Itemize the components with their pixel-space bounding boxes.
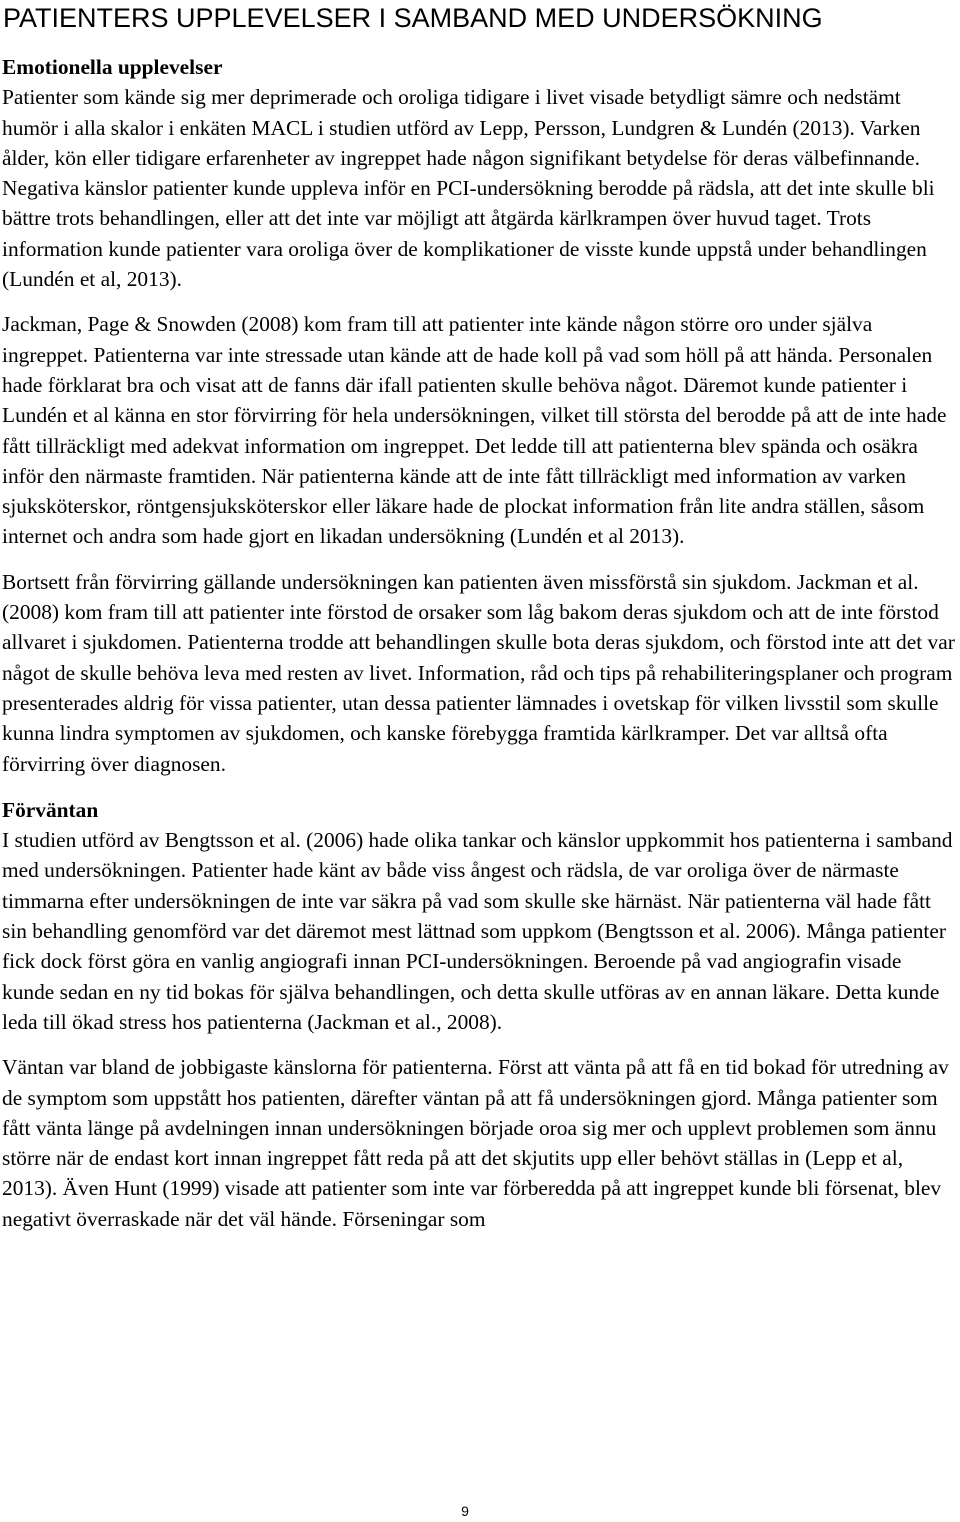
paragraph: Väntan var bland de jobbigaste känslorna för patienterna. Först att vänta på att få en tid bokad för utredning av de symptom som uppstått hos patienten, därefter väntan på att få undersökningen gjord. Många patienter som fått vänta länge på avdelningen innan undersökningen började oroa sig mer och upplevt problemen som ännu större när de endast kort innan ingreppet fått reda på att det skjutits upp eller behövt ställas in (Lepp et al, 2013). Även Hunt (1999) visade att patienter som inte var förberedda på att ingreppet kunde bli försenat, blev negativt överraskade när det väl hände. Förseningar som [2, 1055, 949, 1231]
paragraph: Bortsett från förvirring gällande undersökningen kan patienten även missförstå sin sjukdom. Jackman et al. (2008) kom fram till att patienter inte förstod de orsaker som låg bakom deras sjukdom och att de inte förstod allvaret i sjukdomen. Patienterna trodde att behandlingen skulle bota deras sjukdom, och förstod inte att det var något de skulle behöva leva med resten av livet. Information, råd och tips på rehabiliteringsplaner och program presenterades aldrig för vissa patienter, utan dessa patienter lämnades i ovetskap för vilken livsstil som skulle kunna lindra symptomen av sjukdomen, och kanske förebygga framtida kärlkramper. Det var alltså ofta förvirring över diagnosen. [2, 569, 955, 776]
paragraph: Jackman, Page & Snowden (2008) kom fram till att patienter inte kände någon större oro under själva ingreppet. Patienterna var inte stressade utan kände att de hade koll på vad som höll på att hända. Personalen hade förklarat bra och visat att de fanns där ifall patienten skulle behöva något. Däremot kunde patienter i Lundén et al känna en stor förvirring för hela undersökningen, vilket till största del berodde på att de inte hade fått tillräckligt med adekvat information om ingreppet. Det ledde till att patienterna blev spända och osäkra inför den närmaste framtiden. När patienterna kände att de inte fått tillräckligt med information av varken sjuksköterskor, röntgensjuksköterskor eller läkare hade de plockat information från lite andra ställen, såsom internet och andra som hade gjort en likadan undersökning (Lundén et al 2013). [2, 312, 947, 549]
paragraph: Patienter som kände sig mer deprimerade och oroliga tidigare i livet visade betydligt sämre och nedstämt humör i alla skalor i enkäten MACL i studien utförd av Lepp, Persson, Lundgren & Lundén (2013). Varken ålder, kön eller tidigare erfarenheter av ingreppet hade någon signifikant betydelse för deras välbefinnande. Negativa känslor patienter kunde uppleva inför en PCI-undersökning berodde på rädsla, att det inte skulle bli bättre trots behandlingen, eller att det inte var möjligt att åtgärda kärlkrampen över huvud taget. Trots information kunde patienter vara oroliga över de komplikationer de visste kunde uppstå under behandlingen (Lundén et al, 2013). [2, 85, 935, 292]
page-title: PATIENTERS UPPLEVELSER I SAMBAND MED UNDERSÖKNING [3, 3, 823, 33]
section-heading-emotionella: Emotionella upplevelser [2, 55, 223, 79]
paragraph: I studien utförd av Bengtsson et al. (2006) hade olika tankar och känslor uppkommit hos patienterna i samband med undersökningen. Patienter hade känt av både viss ångest och rädsla, de var oroliga över de närmaste timmarna efter undersökningen de inte var säkra på vad som skulle ske härnäst. När patienterna väl hade fått sin behandling genomförd var det däremot mest lättnad som uppkom (Bengtsson et al. 2006). Många patienter fick dock först göra en vanlig angiografi innan PCI-undersökningen. Beroende på vad angiografin visade kunde sedan en ny tid bokas för själva behandlingen, och detta skulle utföras av en annan läkare. Detta kunde leda till ökad stress hos patienterna (Jackman et al., 2008). [2, 828, 953, 1034]
document-body [2, 52, 958, 1249]
page-number: 9 [461, 1503, 469, 1519]
section-heading-forvantan: Förväntan [2, 797, 99, 822]
